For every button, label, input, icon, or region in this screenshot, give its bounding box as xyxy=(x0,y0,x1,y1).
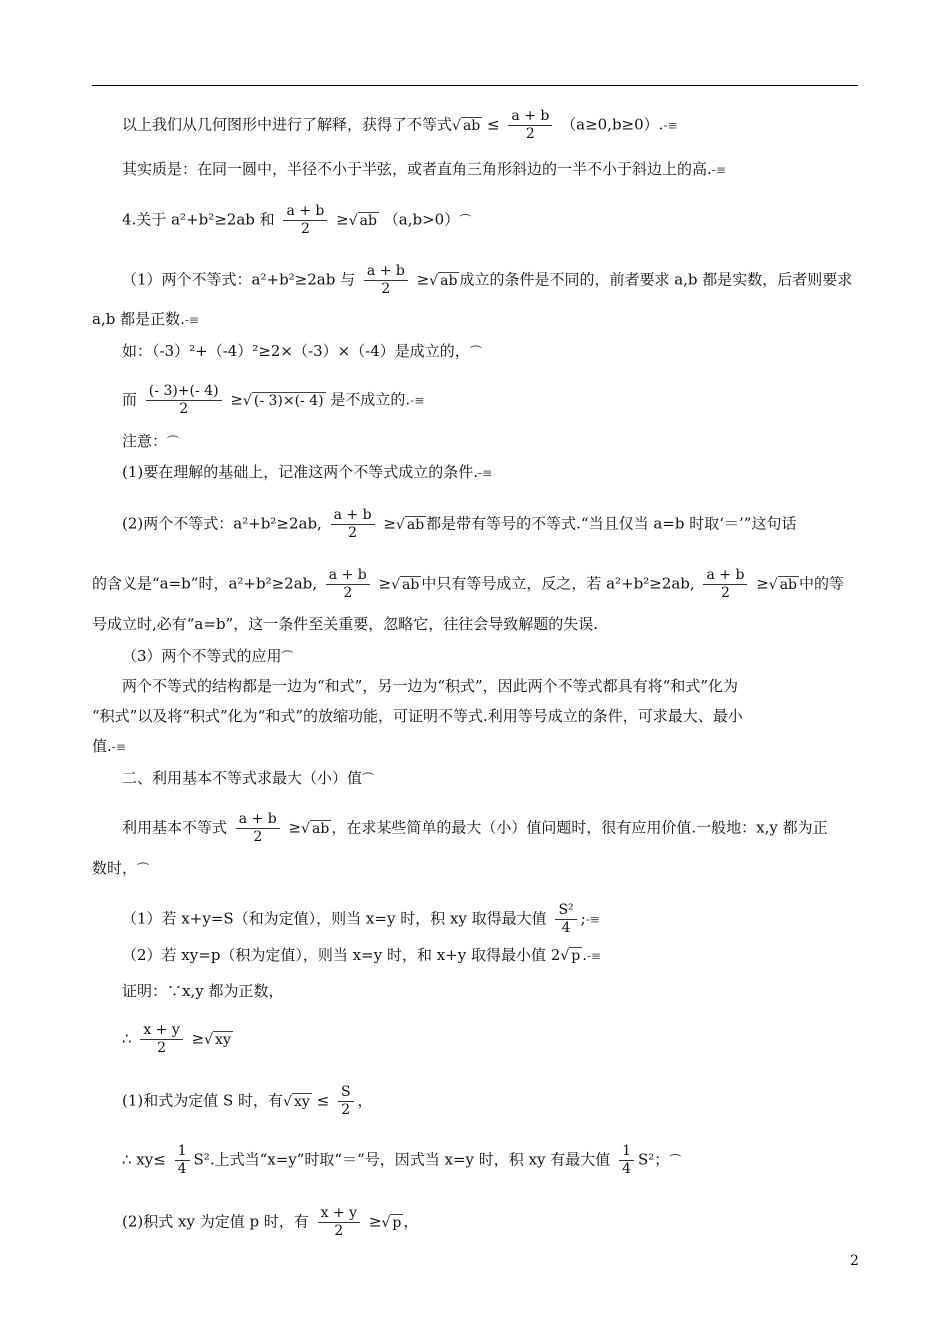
paragraph-mark: -≡ xyxy=(410,393,425,408)
numerator: S xyxy=(338,1084,354,1102)
denominator: 4 xyxy=(177,1161,187,1177)
fraction xyxy=(619,1143,634,1178)
sqrt: √ ab xyxy=(395,516,425,533)
radicand: ab xyxy=(779,576,798,593)
fraction xyxy=(175,1143,190,1178)
numerator: a + b xyxy=(331,507,375,525)
text: 证明：∵x,y 都为正数， xyxy=(122,982,284,1000)
paragraph-line xyxy=(122,1143,892,1178)
radicand: ab xyxy=(402,576,420,593)
numerator: a + b xyxy=(236,811,280,829)
paragraph-line xyxy=(122,158,892,181)
numerator: S² xyxy=(555,902,576,920)
header-rule xyxy=(92,85,858,86)
fraction xyxy=(331,507,375,542)
paragraph-line xyxy=(122,108,892,143)
text: (1)要在理解的基础上，记准这两个不等式成立的条件. xyxy=(122,463,479,481)
text: 而 xyxy=(122,390,138,409)
sqrt: √ ab xyxy=(391,576,420,593)
sqrt: √ p xyxy=(381,1214,402,1231)
fraction xyxy=(555,902,576,937)
paragraph-mark: ⏜ xyxy=(362,772,374,786)
paragraph-line xyxy=(122,507,892,542)
paragraph-mark: -≡ xyxy=(585,912,600,927)
denominator: 2 xyxy=(253,829,263,845)
numerator: a + b xyxy=(703,567,747,585)
numerator: a + b xyxy=(508,108,552,126)
denominator: 4 xyxy=(561,920,571,936)
fraction xyxy=(703,567,747,602)
sqrt: √ ab xyxy=(348,212,377,229)
denominator: 2 xyxy=(179,401,189,417)
fraction xyxy=(338,1084,354,1119)
numerator: 1 xyxy=(175,1143,190,1161)
sqrt: √ ab xyxy=(452,117,481,134)
text: 两个不等式的结构都是一边为“和式”，另一边为“积式”，因此两个不等式都具有将“和式”化为 xyxy=(122,677,739,695)
fraction xyxy=(364,263,408,298)
text: S².上式当“x=y”时取“＝”号，因式当 x=y 时，积 xy 有最大值 xyxy=(193,1150,611,1169)
sqrt: √ ab xyxy=(429,272,458,289)
denominator: 2 xyxy=(720,585,730,601)
radicand: ab xyxy=(440,272,458,289)
paragraph-mark: ⏜ xyxy=(669,1153,681,1168)
paragraph-line xyxy=(92,857,862,880)
operator: ≤ xyxy=(316,1091,330,1110)
sqrt: √ p xyxy=(560,948,581,964)
paragraph-line xyxy=(92,308,862,331)
fraction xyxy=(283,203,327,238)
paragraph-line xyxy=(122,263,892,298)
text: 利用基本不等式 xyxy=(122,818,228,837)
operator: ≥ xyxy=(288,818,302,837)
text: （a≥0,b≥0）. xyxy=(561,115,664,134)
paragraph-mark: -≡ xyxy=(478,466,493,480)
paragraph-line xyxy=(122,461,892,484)
paragraph-line xyxy=(122,340,892,363)
text: （2）若 xy=p（积为定值），则当 x=y 时，和 x+y 取得最小值 2 xyxy=(122,946,561,964)
operator: ≥ xyxy=(383,514,396,533)
text: （1）若 x+y=S（和为定值），则当 x=y 时，积 xy 取得最大值 xyxy=(122,909,547,928)
text: 数时， xyxy=(92,859,138,877)
operator: ≥ xyxy=(191,1029,205,1048)
paragraph-mark: ⏜ xyxy=(167,435,179,449)
denominator: 2 xyxy=(348,525,358,541)
radicand: p xyxy=(571,948,581,964)
text: 都是带有等号的不等式.“当且仅当 a=b 时取‘＝’”这句话 xyxy=(426,514,797,533)
paragraph-line xyxy=(122,1022,892,1057)
text: 中的等 xyxy=(799,574,845,593)
text: 是不成立的. xyxy=(330,390,411,409)
text: . xyxy=(582,946,587,964)
text: ; xyxy=(580,909,586,928)
paragraph-line xyxy=(122,645,892,668)
radicand: ab xyxy=(312,820,330,837)
paragraph-mark: -≡ xyxy=(711,163,726,177)
operator: ≥ xyxy=(378,574,392,593)
paragraph-line xyxy=(122,1084,892,1119)
fraction xyxy=(146,383,222,418)
radicand: p xyxy=(392,1214,402,1231)
paragraph-mark: -≡ xyxy=(663,118,678,133)
text: (2)积式 xy 为定值 p 时，有 xyxy=(122,1212,309,1231)
radicand: (- 3)×(- 4) xyxy=(253,392,324,409)
paragraph-mark: ⏜ xyxy=(459,213,471,228)
fraction xyxy=(508,108,552,143)
operator: ≥ xyxy=(230,390,243,409)
denominator: 2 xyxy=(341,1102,351,1118)
denominator: 2 xyxy=(334,1223,344,1239)
paragraph-line xyxy=(122,902,892,937)
denominator: 4 xyxy=(622,1161,631,1177)
paragraph-line xyxy=(92,735,862,758)
paragraph-mark: -≡ xyxy=(586,949,602,963)
paragraph-line xyxy=(122,203,892,238)
text: （a,b>0） xyxy=(383,210,460,229)
text: ， xyxy=(403,1212,419,1231)
denominator: 2 xyxy=(381,281,391,297)
text: （1）两个不等式：a²+b²≥2ab 与 xyxy=(122,270,356,289)
fraction xyxy=(326,567,370,602)
paragraph-line xyxy=(122,980,892,1002)
text: 二、利用基本不等式求最大（小）值 xyxy=(122,769,363,787)
paragraph-line xyxy=(92,567,862,602)
text: ，在求某些简单的最大（小）值问题时，很有应用价值.一般地：x,y 都为正 xyxy=(331,818,828,837)
fraction xyxy=(236,811,280,846)
radicand: xy xyxy=(215,1031,231,1048)
numerator: 1 xyxy=(619,1143,634,1161)
paragraph-line xyxy=(122,430,892,453)
text: a,b 都是正数. xyxy=(92,310,185,328)
numerator: a + b xyxy=(283,203,327,221)
paragraph-line xyxy=(122,811,892,846)
denominator: 2 xyxy=(343,585,353,601)
operator: ≥ xyxy=(336,210,349,229)
section-heading xyxy=(122,767,892,790)
radicand: ab xyxy=(406,516,425,533)
text: ∴ xy≤ xyxy=(122,1150,166,1169)
sqrt: √ xy xyxy=(204,1031,231,1048)
text: 号成立时,必有“a=b”，这一条件至关重要，忽略它，往往会导致解题的失误. xyxy=(92,615,598,633)
page-number: 2 xyxy=(850,1253,859,1269)
sqrt: √ ab xyxy=(768,576,798,593)
paragraph-mark: -≡ xyxy=(184,313,199,327)
denominator: 2 xyxy=(525,126,535,142)
radicand: ab xyxy=(359,212,377,229)
paragraph-line xyxy=(122,675,892,697)
radicand: ab xyxy=(462,117,481,134)
text: “积式”以及将“积式”化为“和式”的放缩功能，可证明不等式.利用等号成立的条件，可求最大、最小 xyxy=(92,707,743,725)
text: 注意： xyxy=(122,432,168,450)
text: (1)和式为定值 S 时，有 xyxy=(122,1091,284,1110)
text: ， xyxy=(357,1091,373,1110)
text: 4.关于 a²+b²≥2ab 和 xyxy=(122,210,275,229)
text: (2)两个不等式：a²+b²≥2ab, xyxy=(122,514,322,533)
numerator: a + b xyxy=(326,567,370,585)
fraction xyxy=(318,1205,360,1240)
text: （3）两个不等式的应用 xyxy=(122,647,282,665)
text: S²； xyxy=(637,1150,670,1169)
denominator: 2 xyxy=(300,221,310,237)
operator: ≤ xyxy=(487,115,500,134)
fraction xyxy=(140,1022,182,1057)
sqrt: √ xy xyxy=(283,1093,310,1110)
paragraph-line xyxy=(92,613,862,635)
text: 以上我们从几何图形中进行了解释，获得了不等式 xyxy=(122,115,453,134)
text: 如：（-3）²+（-4）²≥2×（-3）×（-4）是成立的， xyxy=(122,342,470,360)
paragraph-mark: ⏜ xyxy=(137,862,149,876)
paragraph-line xyxy=(122,383,892,418)
numerator: x + y xyxy=(140,1022,182,1040)
paragraph-mark: ⏜ xyxy=(469,345,482,359)
text: 中只有等号成立，反之，若 a²+b²≥2ab, xyxy=(421,574,695,593)
text: 值. xyxy=(92,737,112,755)
paragraph-line xyxy=(122,1205,892,1240)
paragraph-line xyxy=(92,705,862,727)
text: 成立的条件是不同的，前者要求 a,b 都是实数，后者则要求 xyxy=(459,270,853,289)
operator: ≥ xyxy=(756,574,769,593)
operator: ≥ xyxy=(416,270,430,289)
text: 的含义是“a=b”时，a²+b²≥2ab, xyxy=(92,574,318,593)
sqrt: √ ab xyxy=(301,820,330,837)
numerator: (- 3)+(- 4) xyxy=(146,383,222,401)
numerator: x + y xyxy=(318,1205,360,1223)
text: ∴ xyxy=(122,1029,132,1048)
paragraph-line xyxy=(122,944,892,967)
sqrt: √ (- 3)×(- 4) xyxy=(242,392,324,409)
text: 其实质是：在同一圆中，半径不小于半弦，或者直角三角形斜边的一半不小于斜边上的高. xyxy=(122,160,712,178)
paragraph-mark: -≡ xyxy=(111,740,126,754)
paragraph-mark: ⏜ xyxy=(281,650,294,664)
numerator: a + b xyxy=(364,263,408,281)
radicand: xy xyxy=(293,1093,310,1110)
denominator: 2 xyxy=(157,1040,166,1056)
operator: ≥ xyxy=(368,1212,382,1231)
